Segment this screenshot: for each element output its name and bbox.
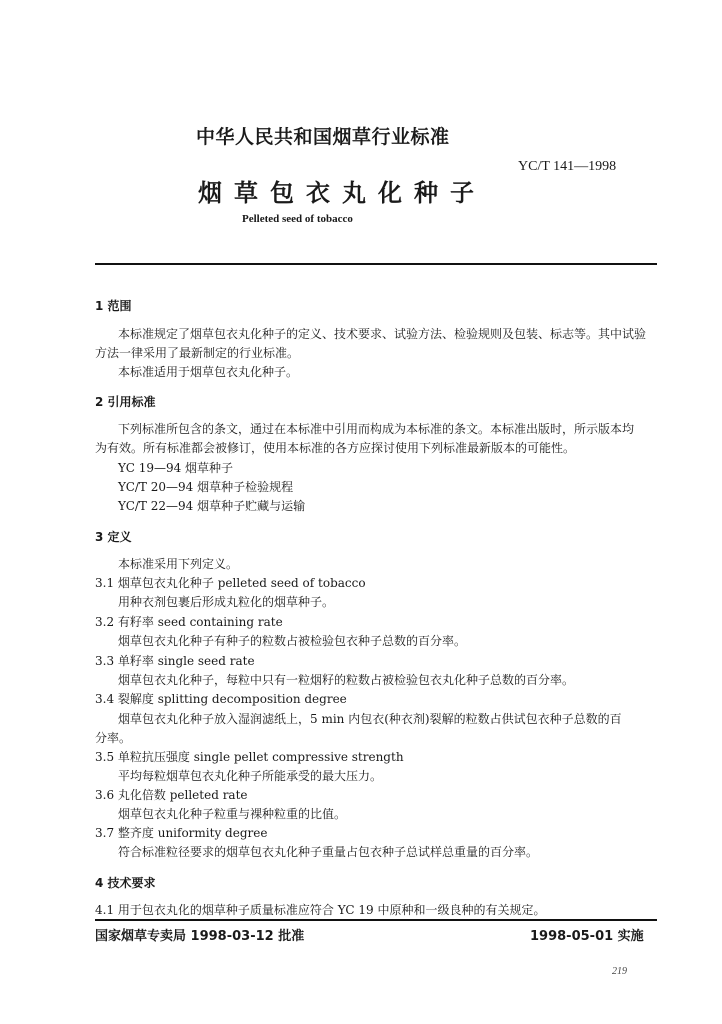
definition-desc: 烟草包衣丸化种子，每粒中只有一粒烟籽的粒数占被检验包衣丸化种子总数的百分率。 xyxy=(118,673,575,687)
section-1-paragraph-line: 本标准规定了烟草包衣丸化种子的定义、技术要求、试验方法、检验规则及包装、标志等。其中试验 xyxy=(118,327,647,341)
standard-code: YC/T 141—1998 xyxy=(518,159,617,174)
effective-date: 1998-05-01 实施 xyxy=(530,929,644,944)
definition-desc: 分率。 xyxy=(95,731,132,745)
definition-term: 3.1 烟草包衣丸化种子 pelleted seed of tobacco xyxy=(95,576,366,590)
section-3-intro: 本标准采用下列定义。 xyxy=(118,557,239,571)
page-number: 219 xyxy=(612,966,627,977)
definition-desc: 烟草包衣丸化种子放入湿润滤纸上，5 min 内包衣(种衣剂)裂解的粒数占供试包衣种子总数的百 xyxy=(118,712,622,726)
org-title: 中华人民共和国烟草行业标准 xyxy=(196,126,450,148)
reference-item: YC 19—94 烟草种子 xyxy=(118,461,234,475)
section-3-heading: 3 定义 xyxy=(95,530,132,544)
definition-term: 3.7 整齐度 uniformity degree xyxy=(95,826,268,840)
main-title: 烟草包衣丸化种子 xyxy=(198,179,486,207)
definition-desc: 符合标准粒径要求的烟草包衣丸化种子重量占包衣种子总试样总重量的百分率。 xyxy=(118,845,539,859)
section-2-paragraph-line: 为有效。所有标准都会被修订，使用本标准的各方应探讨使用下列标准最新版本的可能性。 xyxy=(95,441,576,455)
definition-desc: 平均每粒烟草包衣丸化种子所能承受的最大压力。 xyxy=(118,769,383,783)
section-2-heading: 2 引用标准 xyxy=(95,395,156,409)
section-2-paragraph-line: 下列标准所包含的条文，通过在本标准中引用而构成为本标准的条文。本标准出版时，所示版本均 xyxy=(118,422,635,436)
section-4-heading: 4 技术要求 xyxy=(95,876,156,890)
section-4-item: 4.1 用于包衣丸化的烟草种子质量标准应符合 YC 19 中原种和一级良种的有关规定。 xyxy=(95,903,546,917)
definition-term: 3.3 单籽率 single seed rate xyxy=(95,654,255,668)
english-title: Pelleted seed of tobacco xyxy=(242,213,353,225)
definition-desc: 烟草包衣丸化种子粒重与裸种粒重的比值。 xyxy=(118,807,347,821)
definition-desc: 用种衣剂包裹后形成丸粒化的烟草种子。 xyxy=(118,595,335,609)
approval-date: 国家烟草专卖局 1998-03-12 批准 xyxy=(95,929,305,944)
definition-desc: 烟草包衣丸化种子有种子的粒数占被检验包衣种子总数的百分率。 xyxy=(118,634,467,648)
bottom-rule xyxy=(95,919,657,921)
section-1-paragraph-line: 方法一律采用了最新制定的行业标准。 xyxy=(95,346,300,360)
definition-term: 3.6 丸化倍数 pelleted rate xyxy=(95,788,248,802)
definition-term: 3.2 有籽率 seed containing rate xyxy=(95,615,283,629)
reference-item: YC/T 22—94 烟草种子贮藏与运输 xyxy=(118,499,306,513)
top-rule xyxy=(95,263,657,265)
section-1-paragraph: 本标准适用于烟草包衣丸化种子。 xyxy=(118,365,299,379)
definition-term: 3.5 单粒抗压强度 single pellet compressive strength xyxy=(95,750,404,764)
reference-item: YC/T 20—94 烟草种子检验规程 xyxy=(118,480,294,494)
section-1-heading: 1 范围 xyxy=(95,299,132,313)
definition-term: 3.4 裂解度 splitting decomposition degree xyxy=(95,692,347,706)
